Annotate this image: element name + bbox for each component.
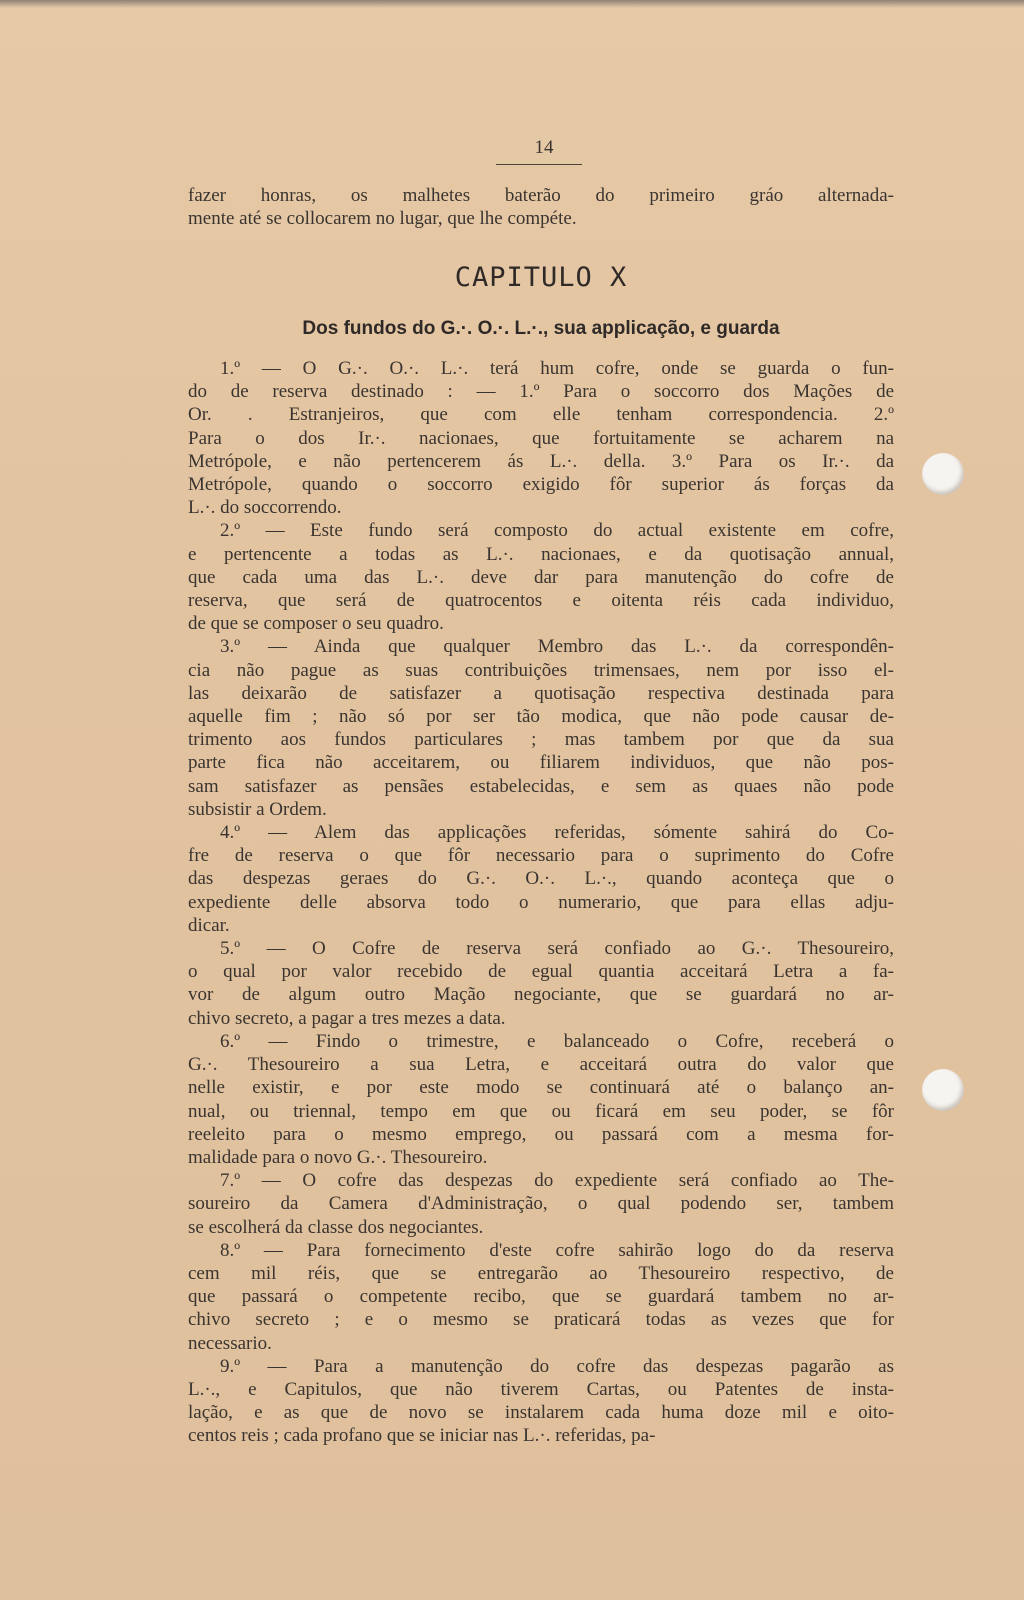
article-9-line: lação, e as que de novo se instalarem cada huma doze mil e oito- xyxy=(188,1402,894,1424)
intro-line: mente até se collocarem no lugar, que lhe compéte. xyxy=(188,208,577,230)
article-4-line: expediente delle absorva todo o numerario, que para ellas adju- xyxy=(188,891,894,913)
article-6-line: nelle existir, e por este modo se continuará até o balanço an- xyxy=(188,1077,894,1099)
article-1-line: do de reserva destinado : — 1.º Para o soccorro dos Mações de xyxy=(188,381,894,403)
article-3-line: las deixarão de satisfazer a quotisação respectiva destinada para xyxy=(188,682,894,704)
chapter-body xyxy=(188,357,894,1448)
article-paragraph-9 xyxy=(188,1355,894,1448)
article-4-line: 4.º — Alem das applicações referidas, sómente sahirá do Co- xyxy=(220,822,894,844)
article-5-line: chivo secreto, a pagar a tres mezes a data. xyxy=(188,1007,506,1029)
article-3-line: aquelle fim ; não só por ser tão modica, que não pode causar de- xyxy=(188,706,894,728)
binding-hole-top xyxy=(922,453,964,495)
intro-paragraph xyxy=(188,184,894,230)
intro-line: fazer honras, os malhetes baterão do primeiro gráo alternada- xyxy=(188,185,894,206)
article-8-line: que passará o competente recibo, que se guardará tambem no ar- xyxy=(188,1286,894,1308)
article-7-line: soureiro da Camera d'Administração, o qual podendo ser, tambem xyxy=(188,1193,894,1215)
article-1-line: 1.º — O G.·. O.·. L.·. terá hum cofre, onde se guarda o fun- xyxy=(220,358,894,379)
article-9-line: L.·., e Capitulos, que não tiverem Cartas, ou Patentes de insta- xyxy=(188,1378,894,1400)
article-3-line: parte fica não acceitarem, ou filiarem individuos, que não pos- xyxy=(188,752,894,774)
article-paragraph-3 xyxy=(188,635,894,821)
article-1-line: Metrópole, e não pertencerem ás L.·. della. 3.º Para os Ir.·. da xyxy=(188,450,894,472)
binding-hole-bottom xyxy=(922,1069,964,1111)
article-8-line: chivo secreto ; e o mesmo se praticará todas as vezes que for xyxy=(188,1309,894,1331)
article-2-line: reserva, que será de quatrocentos e oitenta réis cada individuo, xyxy=(188,590,894,612)
article-2-line: que cada uma das L.·. deve dar para manutenção do cofre de xyxy=(188,566,894,588)
article-4-line: fre de reserva o que fôr necessario para o suprimento do Cofre xyxy=(188,845,894,867)
article-5-line: 5.º — O Cofre de reserva será confiado ao G.·. Thesoureiro, xyxy=(220,938,894,960)
article-8-line: 8.º — Para fornecimento d'este cofre sahirão logo do da reserva xyxy=(220,1239,894,1261)
article-7-line: se escolherá da classe dos negociantes. xyxy=(188,1216,484,1238)
article-6-line: malidade para o novo G.·. Thesoureiro. xyxy=(188,1146,488,1168)
article-paragraph-1 xyxy=(188,357,894,519)
article-1-line: Or. . Estranjeiros, que com elle tenham correspondencia. 2.º xyxy=(188,404,894,426)
article-1-line: Metrópole, quando o soccorro exigido fôr superior ás forças da xyxy=(188,474,894,496)
article-3-line: subsistir a Ordem. xyxy=(188,798,327,820)
article-paragraph-8 xyxy=(188,1239,894,1355)
article-2-line: e pertencente a todas as L.·. nacionaes, e da quotisação annual, xyxy=(188,543,894,565)
article-6-line: nual, ou triennal, tempo em que ou ficará em seu poder, se fôr xyxy=(188,1100,894,1122)
article-5-line: o qual por valor recebido de egual quantia acceitará Letra a fa- xyxy=(188,961,894,983)
article-6-line: G.·. Thesoureiro a sua Letra, e acceitará outra do valor que xyxy=(188,1054,894,1076)
article-2-line: de que se composer o seu quadro. xyxy=(188,613,444,635)
article-8-line: necessario. xyxy=(188,1332,272,1354)
article-2-line: 2.º — Este fundo será composto do actual existente em cofre, xyxy=(220,520,894,542)
article-paragraph-6 xyxy=(188,1030,894,1169)
article-paragraph-5 xyxy=(188,937,894,1030)
article-7-line: 7.º — O cofre das despezas do expediente será confiado ao The- xyxy=(220,1170,894,1192)
article-6-line: 6.º — Findo o trimestre, e balanceado o Cofre, receberá o xyxy=(220,1030,894,1052)
article-8-line: cem mil réis, que se entregarão ao Thesoureiro respectivo, de xyxy=(188,1262,894,1284)
article-3-line: 3.º — Ainda que qualquer Membro das L.·. da correspondên- xyxy=(220,636,894,658)
article-paragraph-4 xyxy=(188,821,894,937)
section-heading: Dos fundos do G.·. O.·. L.·., sua applicação, e guarda xyxy=(302,318,780,339)
article-9-line: centos reis ; cada profano que se iniciar nas L.·. referidas, pa- xyxy=(188,1425,656,1447)
page-number: 14 xyxy=(534,137,554,158)
article-paragraph-2 xyxy=(188,519,894,635)
article-3-line: sam satisfazer as pensães estabelecidas, e sem as quaes não pode xyxy=(188,775,894,797)
article-1-line: Para o dos Ir.·. nacionaes, que fortuitamente se acharem na xyxy=(188,427,894,449)
article-5-line: vor de algum outro Mação negociante, que se guardará no ar- xyxy=(188,984,894,1006)
page-number-rule xyxy=(496,164,582,165)
article-6-line: reeleito para o mesmo emprego, ou passará com a mesma for- xyxy=(188,1123,894,1145)
page-top-edge xyxy=(0,0,1024,8)
article-4-line: das despezas geraes do G.·. O.·. L.·., quando aconteça que o xyxy=(188,868,894,890)
article-4-line: dicar. xyxy=(188,914,230,936)
article-paragraph-7 xyxy=(188,1169,894,1239)
chapter-title: CAPITULO X xyxy=(454,262,628,293)
article-3-line: trimento aos fundos particulares ; mas tambem por que da sua xyxy=(188,729,894,751)
article-3-line: cia não pague as suas contribuições trimensaes, nem por isso el- xyxy=(188,659,894,681)
article-9-line: 9.º — Para a manutenção do cofre das despezas pagarão as xyxy=(220,1355,894,1377)
article-1-line: L.·. do soccorrendo. xyxy=(188,497,342,519)
